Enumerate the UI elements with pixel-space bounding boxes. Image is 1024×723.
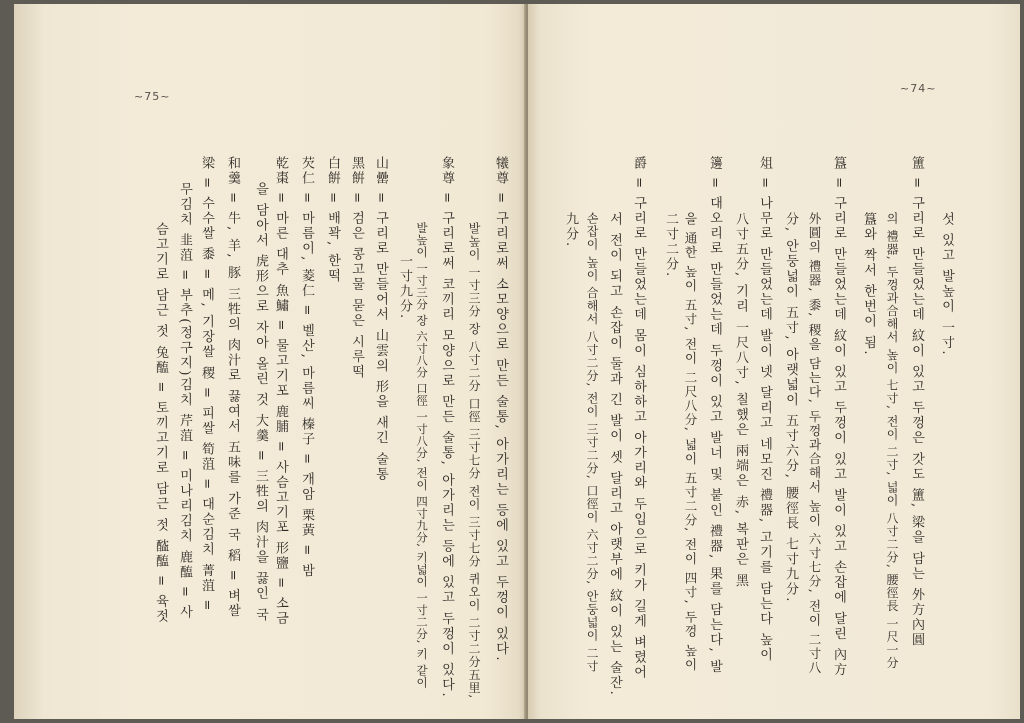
text-column: 乾棗 = 마른 대추 魚鱐 = 물고기포 鹿脯 = 사슴고기포 形鹽 = 소금 bbox=[273, 156, 288, 627]
text-column: 슴고기로 담근 젓 兔醢 = 토끼고기로 담근 젓 醓醢 = 육젓 bbox=[153, 222, 168, 625]
text-column: 簠 = 구리로 만들었는데 紋이 있고 두껑은 갓도 簠, 梁을 담는 外方內圓 bbox=[909, 156, 924, 648]
text-column: 黑餠 = 검은 콩고물 묻은 시루떡 bbox=[349, 156, 364, 380]
text-column: 梁 = 수수쌀 黍 = 메, 기장쌀 稷 = 피쌀 筍菹 = 대순김치 菁菹 = bbox=[199, 156, 214, 613]
text-column: 九分. bbox=[563, 212, 578, 249]
text-column: 和羹 = 牛, 羊, 豚 三牲의 肉汁로 끓여서 五味를 가준 국 稻 = 벼쌀 bbox=[225, 156, 240, 619]
text-column: 簋와 짝서 한번이 됨. bbox=[861, 212, 876, 357]
text-column: 簋 = 구리로 만들었는데 紋이 있고 두껑이 있고 발이 있고 손잡에 달린 內方 bbox=[831, 156, 846, 678]
text-column: 爵 = 구리로 만들었는데 몸이 심하하고 아가리와 두입으로 키가 길게 벼렸어 bbox=[631, 156, 646, 681]
text-column: 발높이 一寸三分 장 六寸八分 口徑 一寸八分, 전이 四寸九分, 키넓이 一寸二分, 키 같이 bbox=[415, 222, 429, 689]
text-column: 象尊 = 구리로써 코끼리 모양으로 만든 술통, 아가리는 등에 있고 두껑이 있다. bbox=[439, 156, 454, 699]
text-column: 外圓의 禮器, 黍, 稷을 담는다, 두껑과合해서 높이 六寸七分, 전이 二寸八 bbox=[807, 212, 822, 676]
page-number-right: ~74~ bbox=[900, 82, 937, 95]
page-number-left: ~75~ bbox=[134, 90, 171, 103]
text-column: 一寸九分. bbox=[397, 254, 412, 321]
text-column: 섯 있고 발높이 一寸. bbox=[939, 212, 954, 357]
text-column: 발높이 一寸三分 장 八寸二分 口徑 三寸七分 전이 三寸七分 퀴오이 二寸二分五里, bbox=[467, 222, 481, 700]
text-column: 俎 = 나무로 만들었는데 발이 넷 달리고 네모진 禮器, 고기를 담는다 높이 bbox=[757, 156, 772, 663]
text-column: 八寸五分, 기리 一尺八寸, 칠했은 兩端은 赤, 복판은 黑 bbox=[733, 212, 748, 589]
text-column: 白餠 = 배꽉, 한떡 bbox=[325, 156, 340, 284]
text-column: 을 通한 높이 五寸, 전이 二尺八分, 넓이 五寸二分, 전이 四寸, 두껑 높이 bbox=[683, 212, 698, 673]
text-column: 分, 안둥넓이 五寸, 아랫넓이 五寸六分, 腰徑長 七寸九分. bbox=[783, 212, 798, 604]
text-column: 犧尊 = 구리로써 소모양으로 만든 술통, 아가리는 등에 있고 두껑이 있다. bbox=[493, 156, 508, 663]
left-page bbox=[14, 4, 526, 719]
text-column: 의 禮器, 두껑과合해서 높이 七寸, 전이 二寸, 넓이 八寸二分, 腰徑長 一尺一分 bbox=[885, 212, 899, 670]
text-column: 二寸二分. bbox=[663, 212, 678, 279]
text-column: 籩 = 대오리로 만들었는데 두껑이 있고 발너 및 붙인 禮器, 果를 담는다, 발 bbox=[707, 156, 722, 675]
text-column: 芡仁 = 마름이, 菱仁 = 벨산, 마름씨 榛子 = 개암 栗黃 = 밤 bbox=[299, 156, 314, 579]
text-column: 손잡이 높이 合해서 八寸二分, 전이 三寸二分, 口徑이 六寸二分, 안둥넓이 二寸 bbox=[585, 212, 599, 673]
text-column: 山罍 = 구리로 만들어서 山雲의 形을 새긴 술통 bbox=[373, 156, 388, 482]
text-column: 무김치 韭菹 = 부추(정구지)김치 芹菹 = 미나리김치 鹿醢 = 사 bbox=[177, 182, 192, 621]
right-page bbox=[528, 4, 1020, 719]
text-column: 을 담아서 虎形으로 자아 올린 것 大羹 = 三牲의 肉汁을 끓인 국 bbox=[253, 182, 268, 623]
text-column: 서 전이 되고 손잡이 둘과 긴 발이 셋 달리고 아랫부에 紋이 있는 술잔. bbox=[607, 212, 622, 697]
